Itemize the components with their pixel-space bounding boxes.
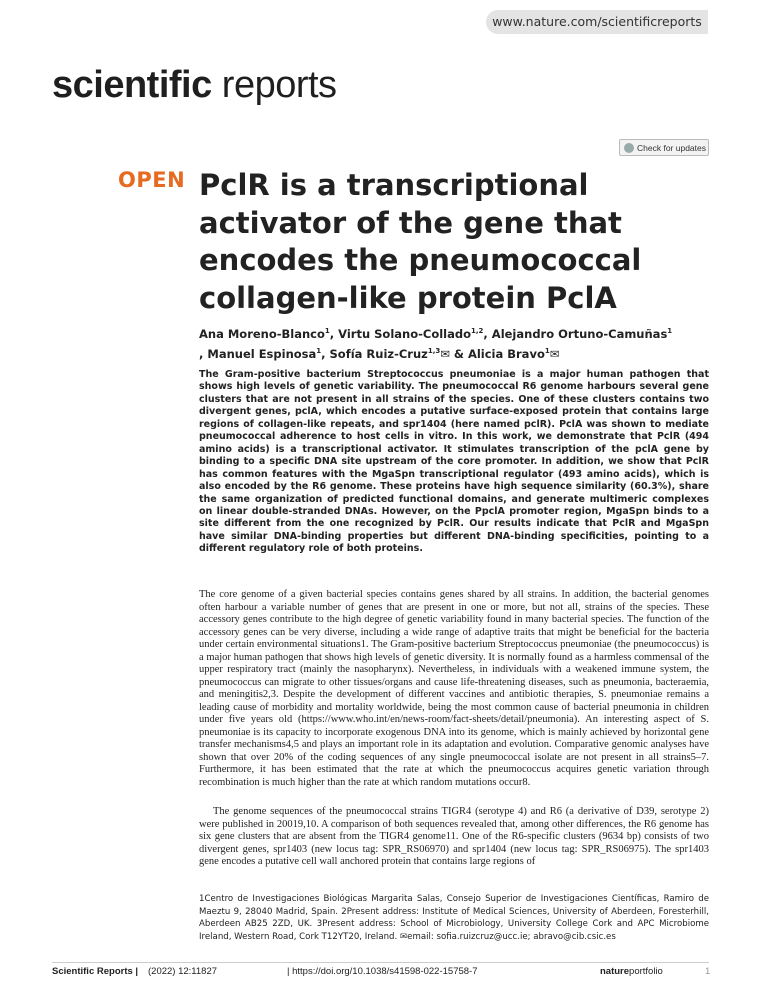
- author-list: [199, 323, 719, 363]
- author-name[interactable]: , Manuel Espinosa: [199, 346, 317, 361]
- body-paragraph-1: The core genome of a given bacterial species contains genes shared by all strains. In addition, the bacterial genomes often harbour a variable number of genes that are present in one or more, but not all, strains of the species. These accessory genes contribute to the high degree of genetic variability found in many bacterial species. The function of the accessory genes can be very diverse, including a wide range of adaptive traits that might be beneficial for the bacteria under certain environmental situations1. The Gram-positive bacterium Streptococcus pneumoniae (the pneumococcus) is a major human pathogen that shows high levels of genetic diversity. It is normally found as a harmless commensal of the upper respiratory tract (mainly the nasopharynx). Nevertheless, in individuals with a weakened immune system, the pneumococcus can migrate to other tissues/organs and cause life-threatening diseases, such as pneumonia, bacteraemia, and meningitis2,3. Despite the development of different vaccines and antibiotic therapies, S. pneumoniae remains a leading cause of morbidity and mortality worldwide, being the most common cause of bacterial pneumonia in children under five years old (https://www.who.int/en/news-room/fact-sheets/detail/pneumonia). An interesting aspect of S. pneumoniae is its capacity to incorporate exogenous DNA into its genome, which is mainly achieved by horizontal gene transfer mechanisms4,5 and plays an important role in its adaptation and evolution. Comparative genomic analyses have shown that over 20% of the coding sequences of any single pneumococcal isolate are not present in all strains5–7. Furthermore, it has been estimated that the rate at which the pneumococcus acquires genetic variation through recombination is much higher than the rate at which random mutations occur8.: [199, 589, 709, 788]
- author-affiliation: 1,2: [471, 327, 484, 335]
- author-name[interactable]: Ana Moreno-Blanco: [199, 326, 325, 341]
- email-icon[interactable]: ✉: [549, 346, 560, 361]
- journal-logo: [52, 64, 337, 107]
- author-affiliation: 1,3: [427, 346, 441, 355]
- author-name[interactable]: , Alejandro Ortuno-Camuñas: [483, 326, 668, 341]
- author-affiliation: 1: [316, 346, 322, 355]
- journal-url[interactable]: www.nature.com/scientificreports: [486, 10, 708, 34]
- check-for-updates-button[interactable]: [619, 139, 709, 156]
- publisher-logo-light: portfolio: [629, 966, 663, 977]
- journal-logo-bold: scientific: [52, 64, 212, 106]
- footer-doi-link[interactable]: | https://doi.org/10.1038/s41598-022-15758-7: [287, 966, 478, 977]
- body-paragraph-2: The genome sequences of the pneumococcal strains TIGR4 (serotype 4) and R6 (a derivative of D39, serotype 2) were published in 20019,10. A comparison of both sequences revealed that, among other differences, the R6 genome has six gene clusters that are absent from the TIGR4 genome11. One of the R6-specific clusters (9634 bp) consists of two divergent genes, spr1403 (new locus tag: SPR_RS06970) and spr1404 (new locus tag: SPR_RS06975). The spr1403 gene encodes a putative cell wall anchored protein that contains large regions of: [199, 806, 709, 867]
- publisher-logo: [600, 966, 663, 977]
- journal-logo-light: reports: [211, 64, 337, 106]
- author-name[interactable]: , Sofía Ruiz-Cruz: [321, 346, 428, 361]
- author-affiliation: 1: [667, 327, 673, 335]
- publisher-logo-bold: nature: [600, 966, 630, 977]
- check-updates-label: Check for updates: [637, 143, 706, 153]
- footer-volume: (2022) 12:11827: [148, 966, 218, 977]
- author-name[interactable]: , Virtu Solano-Collado: [329, 326, 472, 341]
- article-title: PclR is a transcriptional activator of the gene that encodes the pneumococcal collagen-like protein PclA: [199, 168, 642, 315]
- abstract: The Gram-positive bacterium Streptococcus pneumoniae is a major human pathogen that shows high levels of genetic variability. The pneumococcal R6 genome harbours several gene clusters that are not present in all strains of the species. One of these clusters contains two divergent genes, pclA, which encodes a putative surface-exposed protein that contains large regions of collagen-like repeats, and spr1404 (here named pclR). PclA was shown to mediate pneumococcal adherence to host cells in vitro. In this work, we demonstrate that PclR (494 amino acids) is a transcriptional activator. It stimulates transcription of the pclA gene by binding to a specific DNA site upstream of the core promoter. In addition, we show that PclR has common features with the MgaSpn transcriptional regulator (493 amino acids), which is also encoded by the R6 genome. These proteins have high sequence similarity (60.3%), share the same organization of predicted functional domains, and generate multimeric complexes on linear double-stranded DNAs. However, on the PpclA promoter region, MgaSpn binds to a site different from the one recognized by PclR. Our results indicate that PclR and MgaSpn have similar DNA-binding properties but different DNA-binding specificities, pointing to a different regulatory role of both proteins.: [199, 369, 709, 555]
- author-name[interactable]: & Alicia Bravo: [449, 346, 545, 361]
- check-updates-icon: [624, 143, 634, 153]
- email-icon[interactable]: ✉: [440, 346, 450, 361]
- open-access-label: OPEN: [118, 168, 186, 192]
- author-affiliation: 1: [544, 346, 550, 355]
- affiliations: 1Centro de Investigaciones Biológicas Margarita Salas, Consejo Superior de Investigaciones Científicas, Ramiro de Maeztu 9, 28040 Madrid, Spain. 2Present address: Institute of Medical Sciences, University of Aberdeen, Foresterhill, Aberdeen AB25 2ZD, UK. 3Present address: School of Microbiology, University College Cork and APC Microbiome Ireland, Western Road, Cork T12YT20, Ireland. ✉email: sofia.ruizcruz@ucc.ie; abravo@cib.csic.es: [199, 894, 709, 943]
- page-number: 1: [705, 966, 711, 977]
- author-affiliation: 1: [324, 327, 330, 335]
- page-footer: [52, 963, 709, 979]
- footer-journal: Scientific Reports |: [52, 966, 139, 977]
